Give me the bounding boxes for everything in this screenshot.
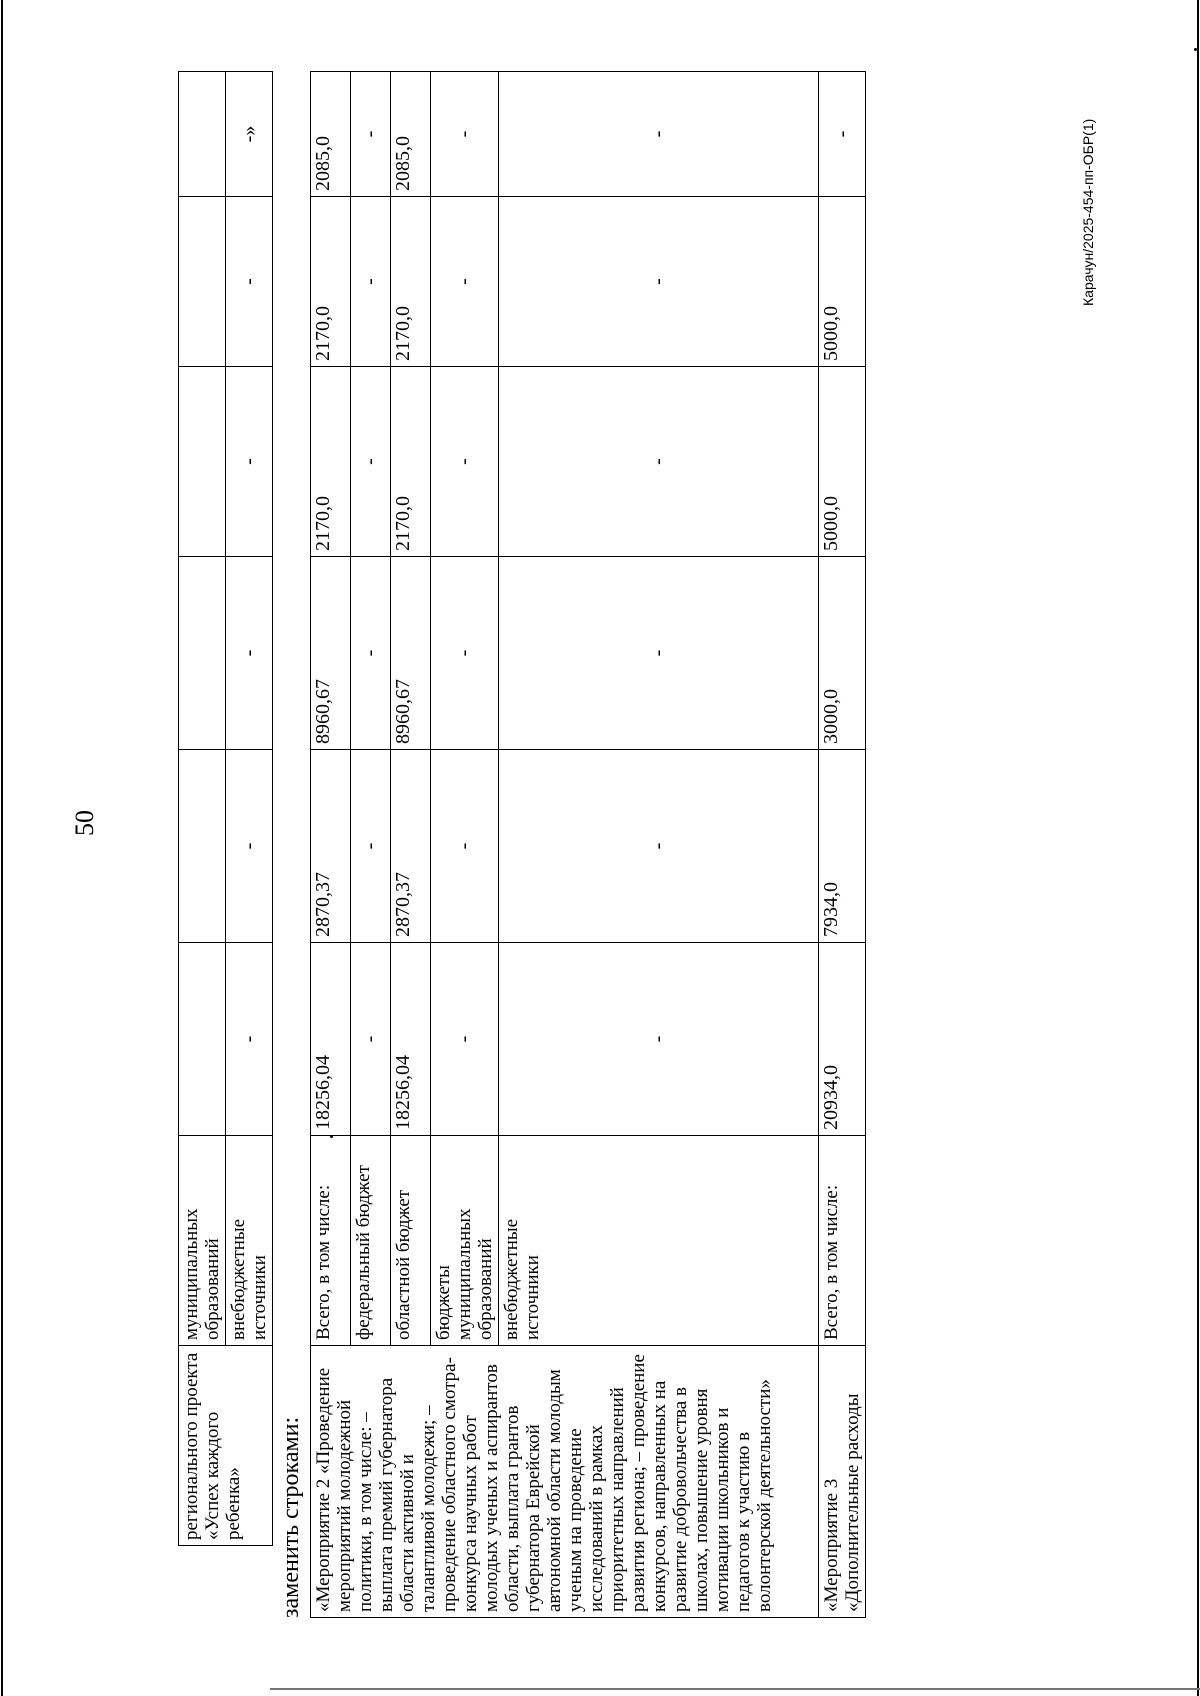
scan-speck [330,1135,333,1138]
value-cell: 7934,0 [819,750,866,943]
value-cell: - [351,197,391,367]
value-cell: - [499,557,819,750]
document-footer-code: Карачун/2025-454-пп-ОБР(1) [1080,118,1096,306]
table-row [311,72,351,1618]
value-cell: 2170,0 [391,367,431,557]
value-cell: - [351,943,391,1136]
scan-speck [1194,48,1197,51]
value-cell: - [226,367,273,557]
table-row [179,72,226,1546]
value-cell: - [431,72,499,197]
value-cell: 8960,67 [391,557,431,750]
value-cell: - [351,72,391,197]
value-cell: - [431,750,499,943]
replacement-rows-table [310,71,866,1618]
value-cell: 2085,0 [311,72,351,197]
value-cell: - [226,750,273,943]
value-cell: 2170,0 [311,197,351,367]
value-cell: - [431,943,499,1136]
value-cell: - [499,197,819,367]
value-cell: - [351,557,391,750]
source-cell: федеральный бюджет [351,1136,391,1346]
table-row [226,72,273,1546]
value-cell: - [499,943,819,1136]
value-cell: - [351,367,391,557]
value-cell [179,750,226,943]
value-cell: 2870,37 [391,750,431,943]
value-cell: - [819,72,866,197]
project-label-cell: регионального проекта «Успех каждого ребенка» [179,1346,273,1546]
value-cell: 5000,0 [819,197,866,367]
source-cell: Всего, в том числе: [819,1136,866,1346]
value-cell: 2870,37 [311,750,351,943]
source-cell: внебюджетные источники [499,1136,819,1346]
value-cell [179,557,226,750]
source-cell: муниципальных образований [179,1136,226,1346]
value-cell: 18256,04 [311,943,351,1136]
value-cell: 8960,67 [311,557,351,750]
source-cell: бюджеты муниципальных образований [431,1136,499,1346]
source-cell: Всего, в том числе: [311,1136,351,1346]
value-cell [179,367,226,557]
value-cell: 20934,0 [819,943,866,1136]
value-cell: 2170,0 [391,197,431,367]
table-row [819,72,866,1618]
value-cell: - [499,750,819,943]
value-cell [179,72,226,197]
value-cell: - [431,367,499,557]
source-cell: внебюджетные источники [226,1136,273,1346]
value-cell: - [499,367,819,557]
value-cell: - [226,557,273,750]
value-cell: 3000,0 [819,557,866,750]
value-cell: - [226,197,273,367]
value-cell: -» [226,72,273,197]
value-cell: 18256,04 [391,943,431,1136]
value-cell: - [351,750,391,943]
value-cell [179,197,226,367]
value-cell: - [431,197,499,367]
measure-2-description: «Мероприятие 2 «Проведение мероприятий молодежной политики, в том числе: – выплата премий губернатора области активной и талантливой молодежи; – проведение областного смотра-конкурса научных работ молодых ученых и аспирантов области, выплата грантов губернатора Еврейской автономной области молодым ученым на проведение исследований в рамках приоритетных направлений развития региона; – проведение конкурсов, направленных на развитие добровольчества в школах, повышение уровня мотивации школьников и педагогов к участию в волонтерской деятельности» [311,1346,819,1618]
measure-3-description: «Мероприятие 3 «Дополнительные расходы [819,1346,866,1618]
value-cell [179,943,226,1136]
previous-rows-table [178,71,273,1546]
page-number: 50 [70,810,99,836]
value-cell: 2170,0 [311,367,351,557]
value-cell: 5000,0 [819,367,866,557]
replace-instruction: заменить строками: [278,1416,304,1618]
value-cell: - [431,557,499,750]
source-cell: областной бюджет [391,1136,431,1346]
value-cell: - [226,943,273,1136]
value-cell: - [499,72,819,197]
value-cell: 2085,0 [391,72,431,197]
